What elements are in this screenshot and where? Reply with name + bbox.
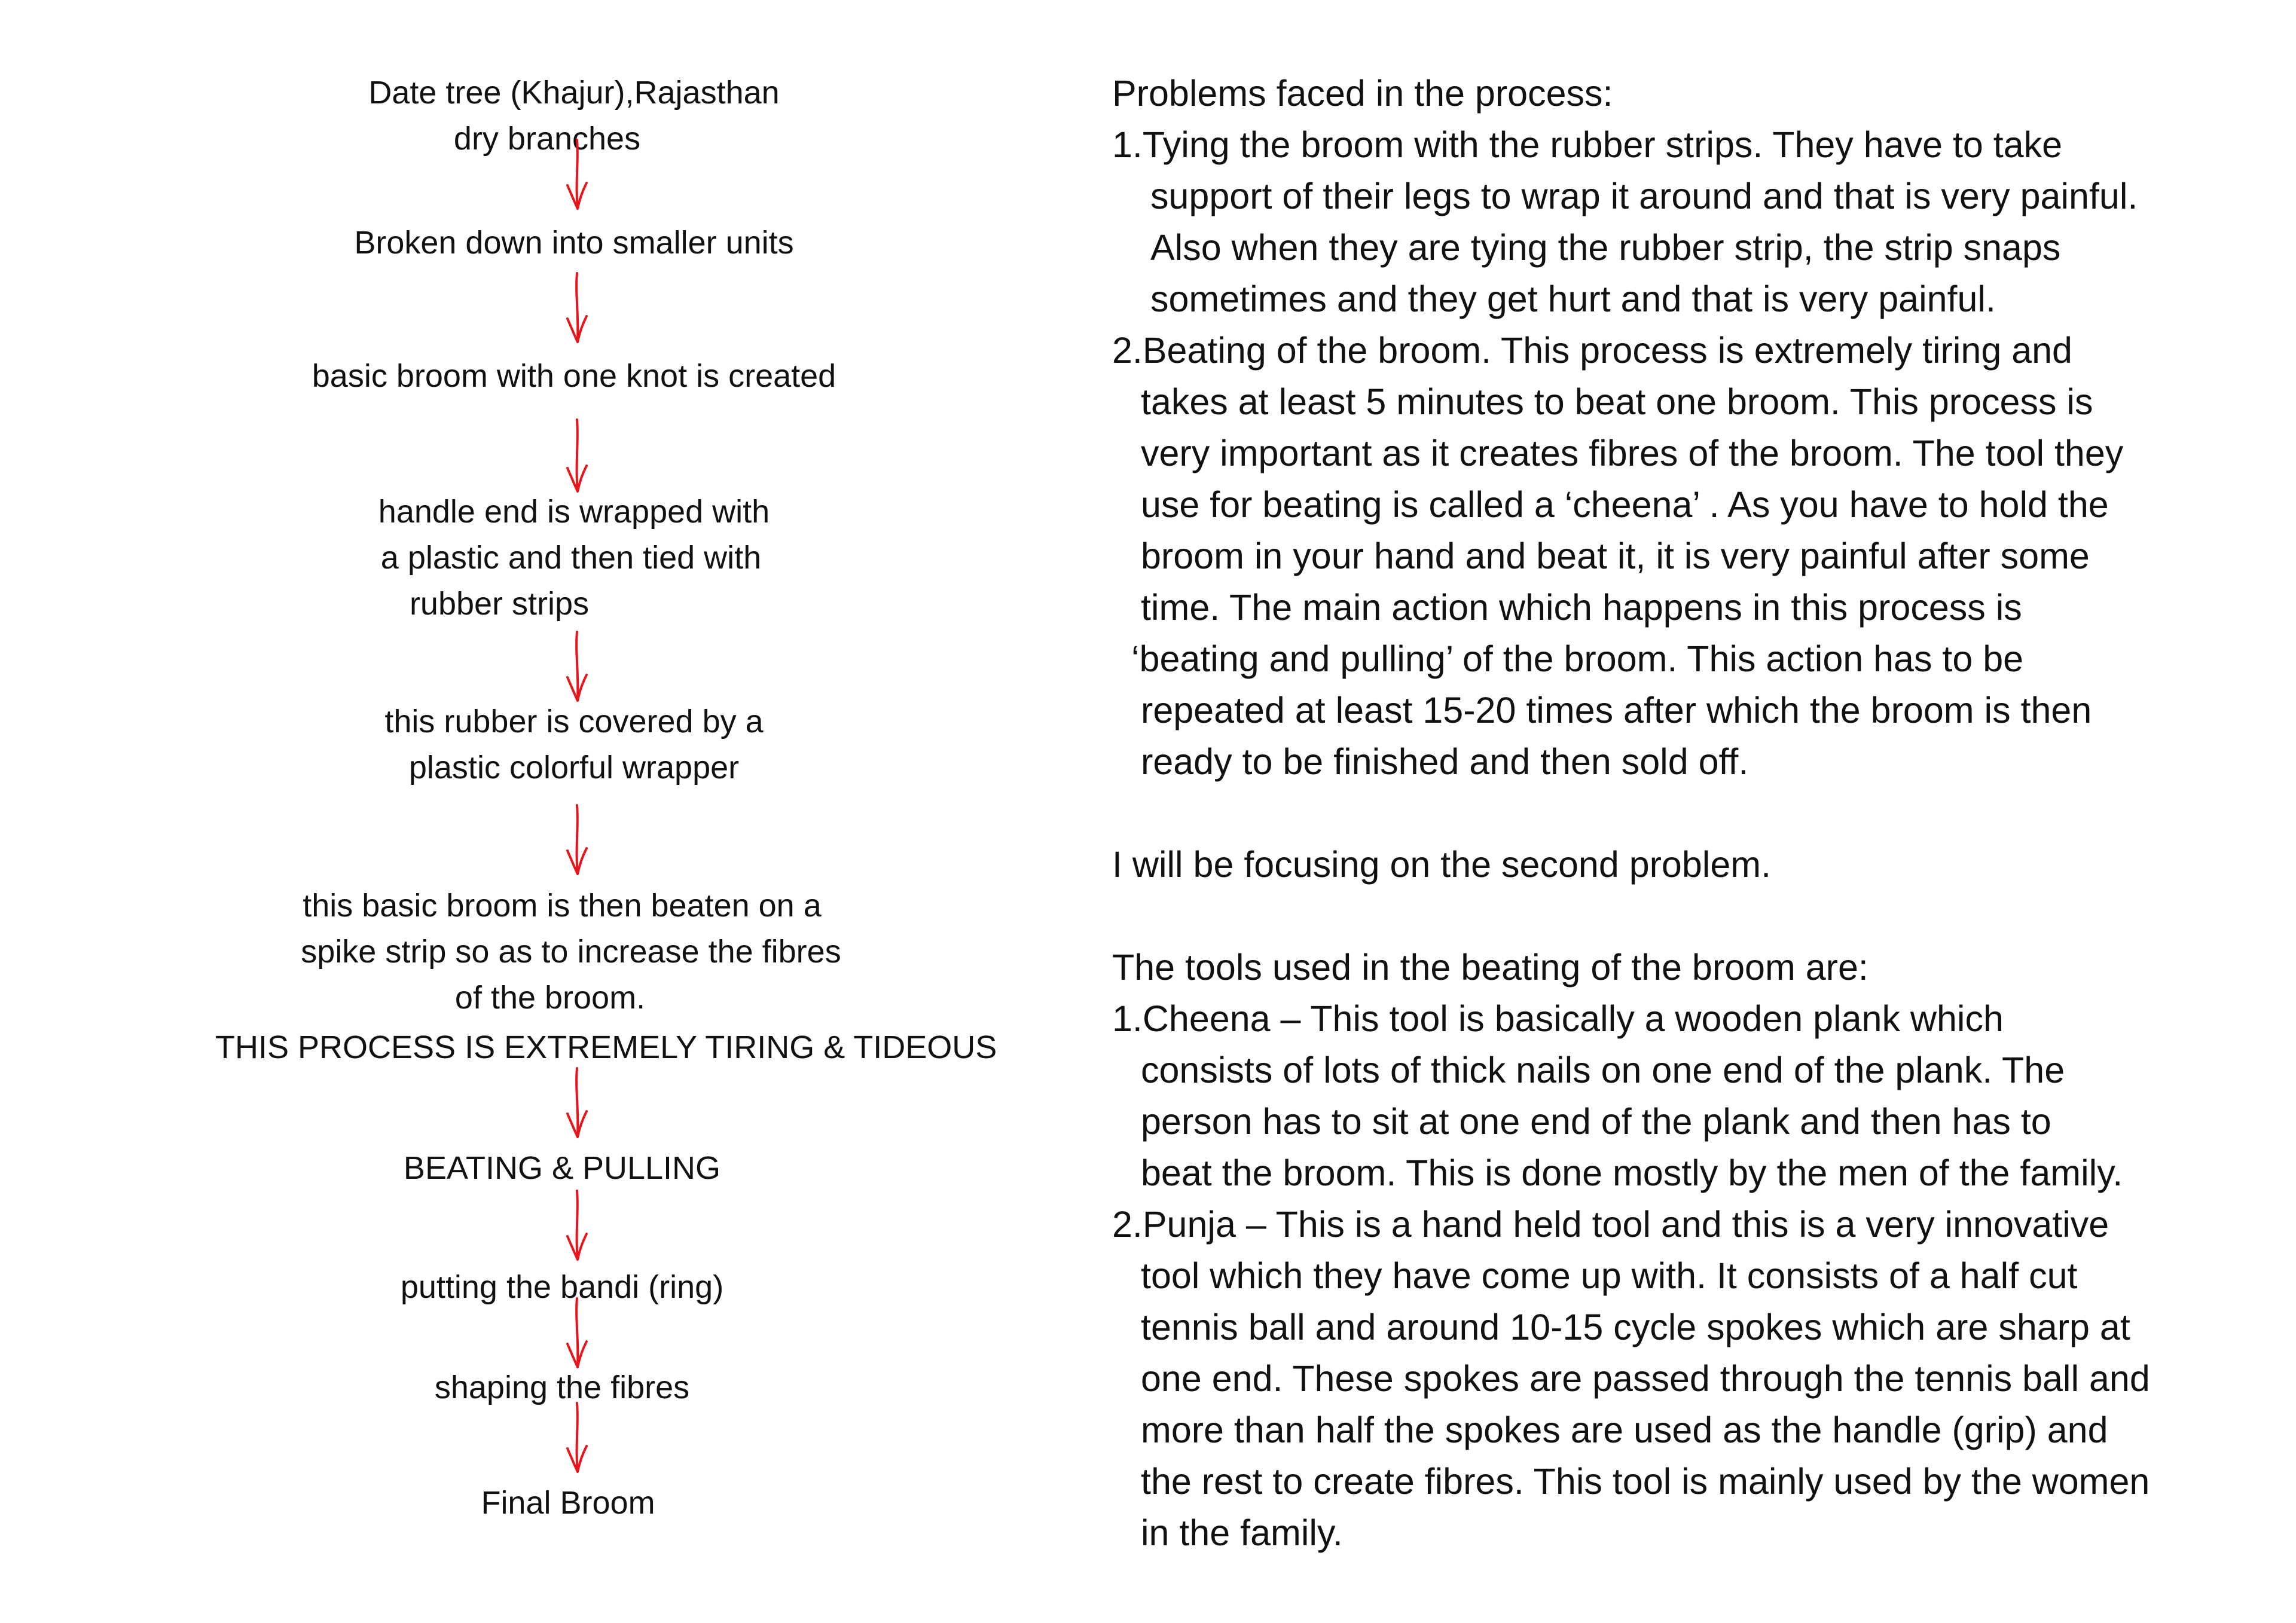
focus-statement: I will be focusing on the second problem. (1112, 844, 1772, 885)
flow-step-line: Date tree (Khajur),Rajasthan (368, 75, 780, 111)
flow-step-beaten-spike-strip (215, 883, 997, 1071)
flow-step-rubber-covered (335, 699, 813, 791)
down-arrow-icon (559, 804, 595, 876)
down-arrow-icon (559, 1067, 595, 1139)
problem-2-line: broom in your hand and beat it, it is very painful after some (1141, 536, 2090, 576)
flow-step-beating-pulling (335, 1145, 813, 1191)
problem-2-line: very important as it creates fibres of the broom. The tool they (1141, 433, 2124, 473)
tool-punja-line: tool which they have come up with. It consists of a half cut (1141, 1255, 2078, 1296)
down-arrow-icon (559, 1190, 595, 1261)
problem-1-line: sometimes and they get hurt and that is very painful. (1150, 279, 1996, 319)
problem-1-line: 1.Tying the broom with the rubber strips. They have to take (1112, 124, 2063, 165)
flow-step-line: dry branches (453, 121, 641, 157)
flow-step-line: spike strip so as to increase the fibres (301, 934, 841, 970)
flow-step-line: putting the bandi (ring) (400, 1269, 724, 1305)
flow-step-line: this basic broom is then beaten on a (303, 888, 822, 924)
tool-punja-line: one end. These spokes are passed through the tennis ball and (1141, 1358, 2150, 1399)
down-arrow-icon (559, 631, 595, 702)
tool-punja-line: more than half the spokes are used as the handle (grip) and (1141, 1410, 2108, 1450)
tool-punja-line: in the family. (1141, 1512, 1343, 1553)
flow-step-line: this rubber is covered by a (384, 704, 764, 739)
tools-heading: The tools used in the beating of the broom are: (1112, 947, 1868, 988)
problems-heading: Problems faced in the process: (1112, 73, 1613, 114)
flow-step-line: BEATING & PULLING (403, 1150, 721, 1186)
down-arrow-icon (559, 1402, 595, 1474)
tool-cheena-line: 1.Cheena – This tool is basically a wooden plank which (1112, 998, 2004, 1039)
flow-step-basic-broom (275, 353, 873, 399)
flow-step-line: shaping the fibres (434, 1370, 690, 1405)
problem-2-line: ‘beating and pulling’ of the broom. This action has to be (1131, 638, 2024, 679)
down-arrow-icon (559, 418, 595, 493)
flow-step-line: rubber strips (409, 586, 590, 622)
down-arrow-icon (559, 1297, 595, 1369)
flow-step-line: of the broom. (454, 980, 646, 1016)
tool-cheena-line: consists of lots of thick nails on one end of the plank. The (1141, 1050, 2065, 1090)
problem-2-line: ready to be finished and then sold off. (1141, 741, 1749, 782)
flow-step-broken-down (305, 220, 843, 266)
tool-punja-line: 2.Punja – This is a hand held tool and this is a very innovative (1112, 1204, 2109, 1245)
problem-2-line: use for beating is called a ‘cheena’ . As you have to hold the (1141, 484, 2109, 525)
problem-1-line: Also when they are tying the rubber strip, the strip snaps (1150, 227, 2061, 268)
flow-step-line: handle end is wrapped with (378, 494, 770, 530)
down-arrow-icon (559, 139, 595, 210)
problem-2-line: time. The main action which happens in this process is (1141, 587, 2022, 628)
problem-2-line: repeated at least 15-20 times after which the broom is then (1141, 690, 2092, 730)
tool-punja-line: the rest to create fibres. This tool is mainly used by the women (1141, 1461, 2150, 1502)
problem-2-line: 2.Beating of the broom. This process is extremely tiring and (1112, 330, 2072, 371)
tool-punja-line: tennis ball and around 10-15 cycle spokes which are sharp at (1141, 1307, 2130, 1347)
tool-cheena-line: beat the broom. This is done mostly by the men of the family. (1141, 1153, 2123, 1193)
flow-step-final-broom (335, 1480, 813, 1526)
tool-cheena-line: person has to sit at one end of the plank and then has to (1141, 1101, 2051, 1142)
flow-step-line: Broken down into smaller units (354, 225, 794, 261)
flow-step-line: Final Broom (481, 1485, 655, 1521)
flow-step-line: a plastic and then tied with (380, 540, 762, 576)
problem-1-line: support of their legs to wrap it around and that is very painful. (1150, 176, 2138, 216)
down-arrow-icon (559, 272, 595, 344)
flow-step-line: THIS PROCESS IS EXTREMELY TIRING & TIDEOUS (215, 1029, 997, 1065)
flow-step-line: plastic colorful wrapper (408, 750, 740, 785)
flow-step-handle-wrapped (335, 489, 813, 627)
flow-step-line: basic broom with one knot is created (312, 358, 836, 394)
problem-2-line: takes at least 5 minutes to beat one broom. This process is (1141, 381, 2093, 422)
